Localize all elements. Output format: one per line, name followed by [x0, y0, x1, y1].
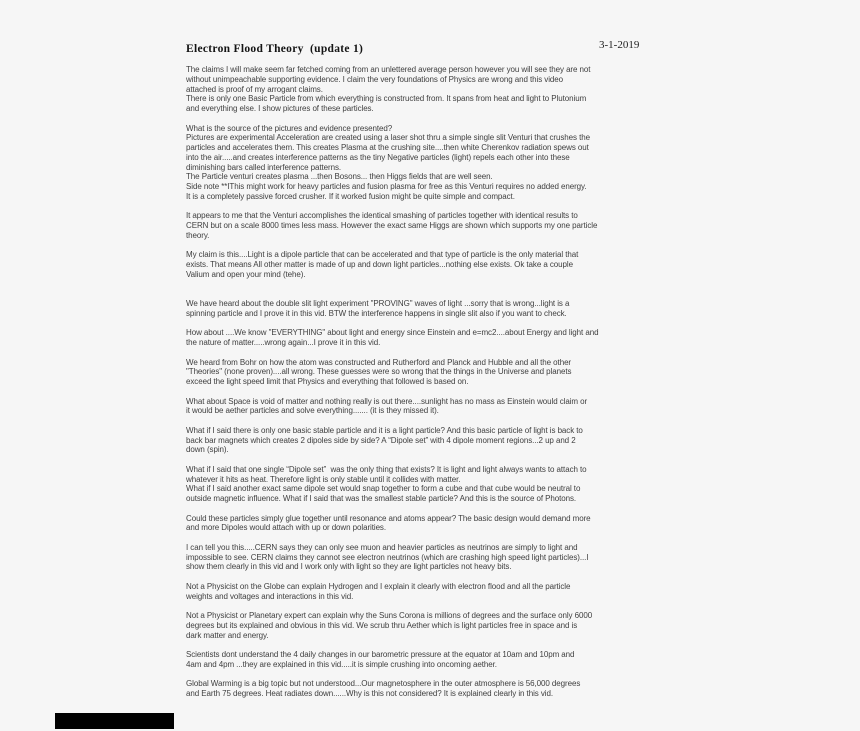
text-line: CERN but on a scale 8000 times less mass. However the exact same Higgs are shown which supports my one particle: [186, 221, 598, 230]
paragraph: [186, 426, 702, 455]
text-line: "Theories" (none proven)....all wrong. These guesses were so wrong that the things in the Universe and planets: [186, 367, 572, 377]
text-line: My claim is this....Light is a dipole particle that can be accelerated and that type of particle is the only material that: [186, 250, 579, 260]
text-line: We have heard about the double slit light experiment "PROVING" waves of light ...sorry that is wrong...light is a: [186, 299, 570, 308]
text-line: weights and voltages and interactions in this vid.: [186, 591, 354, 601]
text-line: What if I said that one single “Dipole set” was the only thing that exists? It is light and light always wants to attach to: [186, 464, 587, 474]
paragraph: [186, 611, 702, 640]
text-line: There is only one Basic Particle from which everything is constructed from. It spans from heat and light to Plutonium: [186, 94, 587, 104]
text-line: it would be aether particles and solve everything....... (it is they missed it).: [186, 406, 439, 416]
text-line: Side note **IThis might work for heavy particles and fusion plasma for free as this Venturi requires no added energy.: [186, 182, 587, 191]
text-line: Could these particles simply glue together until resonance and atoms appear? The basic design would demand more: [186, 513, 591, 523]
text-line: diminishing bars called interference patterns.: [186, 162, 342, 172]
text-line: The claims I will make seem far fetched coming from an unlettered average person however you will see they are not: [186, 65, 591, 74]
text-line: and more Dipoles would attach with up or down polarities.: [186, 523, 386, 533]
paragraph: [186, 679, 702, 699]
paragraph: [186, 514, 702, 534]
text-line: We heard from Bohr on how the atom was constructed and Rutherford and Planck and Hubble and all the other: [186, 357, 572, 367]
text-line: dark matter and energy.: [186, 630, 269, 640]
text-line: Not a Physicist on the Globe can explain Hydrogen and I explain it clearly with electron flood and all the particle: [186, 581, 571, 591]
text-line: What about Space is void of matter and nothing really is out there....sunlight has no mass as Einstein would claim or: [186, 396, 588, 406]
text-line: and everything else. I show pictures of these particles.: [186, 104, 374, 113]
text-line: degrees but its explained and obvious in this vid. We scrub thru Aether which is light particles free in space and is: [186, 620, 578, 630]
paragraph: [186, 65, 702, 114]
text-line: particles and accelerates them. This creates Plasma at the crushing site....then white Cherenkov radiation spews out: [186, 143, 589, 152]
text-line: Pictures are experimental Acceleration are created using a laser shot thru a simple single slit Venturi that crushes the: [186, 133, 590, 143]
text-line: Valium and open your mind (tehe).: [186, 269, 306, 279]
text-line: exceed the light speed limit that Physics and everything that followed is based on.: [186, 377, 469, 386]
paragraph: [186, 650, 702, 670]
text-line: 4am and 4pm ...they are explained in this vid.....it is simple crushing into oncoming aether.: [186, 659, 497, 669]
text-line: without unimpeachable supporting evidence. I claim the very foundations of Physics are wrong and this video: [186, 74, 563, 84]
paragraph: [186, 543, 702, 572]
paragraph: [186, 124, 702, 202]
document-date: 3-1-2019: [599, 39, 640, 51]
text-line: show them clearly in this vid and I work only with light so they are light particles not heavy bits.: [186, 562, 512, 572]
text-line: What is the source of the pictures and evidence presented?: [186, 123, 393, 133]
text-line: impossible to see. CERN claims they cannot see electron neutrinos (which are crashing high speed light particles)...I: [186, 552, 589, 562]
paragraphs: [186, 65, 702, 699]
text-line: I can tell you this.....CERN says they can only see muon and heavier particles as neutrinos are simply to light and: [186, 542, 578, 552]
text-line: Global Warming is a big topic but not understood...Our magnetosphere in the outer atmosphere is 56,000 degrees: [186, 679, 581, 689]
text-line: What if I said there is only one basic stable particle and it is a light particle? And this basic particle of light is back to: [186, 425, 583, 435]
text-line: the nature of matter.....wrong again...I prove it in this vid.: [186, 338, 381, 347]
text-line: What if I said another exact same dipole set would snap together to form a cube and that cube would be neutral to: [186, 484, 581, 494]
text-line: It appears to me that the Venturi accomplishes the identical smashing of particles together with identical results to: [186, 211, 578, 221]
text-line: Not a Physicist or Planetary expert can explain why the Suns Corona is millions of degrees and the surface only 6000: [186, 611, 593, 620]
paragraph: [186, 397, 702, 417]
text-line: back bar magnets which creates 2 dipoles side by side? A “Dipole set” with 4 dipole moment regions...2 up and 2: [186, 435, 576, 445]
paragraph: [186, 211, 702, 240]
paragraph: [186, 582, 702, 602]
text-line: theory.: [186, 230, 210, 240]
text-line: Scientists dont understand the 4 daily changes in our barometric pressure at the equator at 10am and 10pm and: [186, 650, 575, 659]
text-line: into the air.....and creates interference patterns as the tiny Negative particles (light) repels each other into these: [186, 152, 570, 162]
paragraph: [186, 299, 702, 319]
text-line: outside magnetic influence. What if I said that was the smallest stable particle? And this is the source of Photons.: [186, 494, 577, 503]
redaction-bar: [55, 713, 174, 729]
text-line: whatever it hits as heat. Therefore light is only stable until it collides with matter.: [186, 474, 461, 484]
text-line: The Particle venturi creates plasma ...then Bosons... then Higgs fields that are well seen.: [186, 172, 493, 182]
paragraph: [186, 328, 702, 348]
paragraph: [186, 358, 702, 387]
text-line: spinning particle and I prove it in this vid. BTW the interference happens in single slit also if you want to check.: [186, 308, 567, 318]
text-line: exists. That means All other matter is made of up and down light particles...nothing else exists. Ok take a couple: [186, 260, 573, 269]
text-line: down (spin).: [186, 445, 229, 455]
paragraph: [186, 250, 702, 279]
text-line: attached is proof of my arrogant claims.: [186, 84, 323, 94]
text-line: It is a completely passive forced crusher. If it worked fusion might be quite simple and compact.: [186, 191, 515, 201]
title-row: [186, 39, 702, 53]
page-title: Electron Flood Theory (update 1): [186, 43, 364, 55]
paragraph: [186, 465, 702, 504]
text-line: and Earth 75 degrees. Heat radiates down......Why is this not considered? It is explained clearly in this vid.: [186, 689, 553, 698]
text-line: How about ....We know "EVERYTHING" about light and energy since Einstein and e=mc2....about Energy and light and: [186, 328, 599, 338]
